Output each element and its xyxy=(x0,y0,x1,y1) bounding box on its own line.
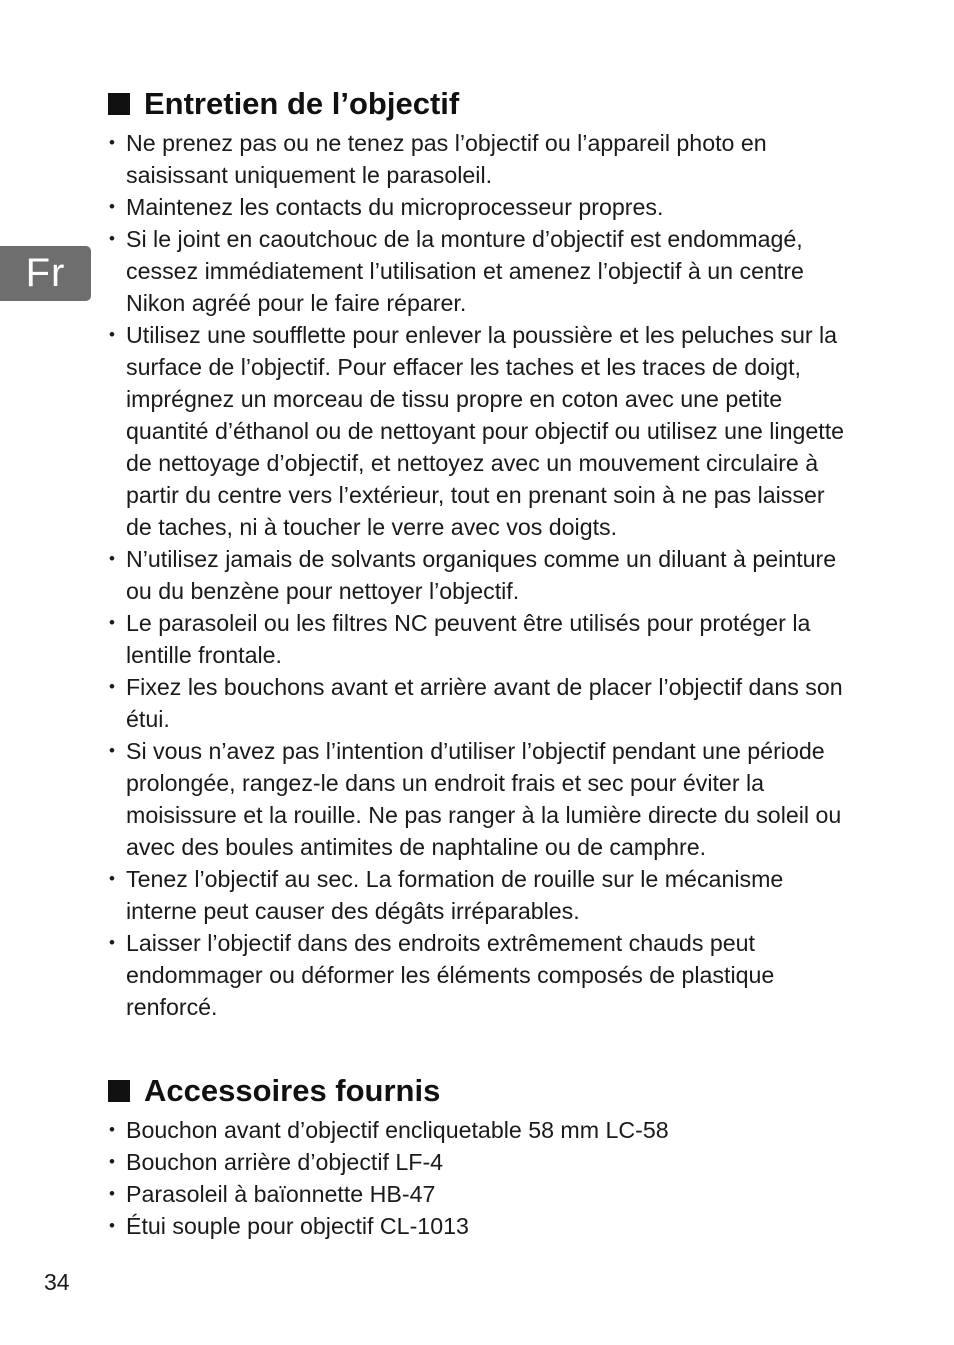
square-bullet-icon xyxy=(108,93,130,115)
lens-maintenance-section xyxy=(108,82,848,1023)
list-item: • Étui souple pour objectif CL-1013 xyxy=(108,1210,848,1242)
list-item: • Tenez l’objectif au sec. La formation de rouille sur le mécanisme interne peut causer des dégâts irréparables. xyxy=(108,863,848,927)
square-bullet-icon xyxy=(108,1080,130,1102)
accessories-list xyxy=(108,1114,848,1242)
list-item: • Bouchon avant d’objectif encliquetable 58 mm LC-58 xyxy=(108,1114,848,1146)
list-item: • Si le joint en caoutchouc de la monture d’objectif est endommagé, cessez immédiatement l’utilisation et amenez l’objectif à un centre Nikon agréé pour le faire réparer. xyxy=(108,223,848,319)
maintenance-list xyxy=(108,127,848,1023)
list-item: • Fixez les bouchons avant et arrière avant de placer l’objectif dans son étui. xyxy=(108,671,848,735)
list-item: • N’utilisez jamais de solvants organiques comme un diluant à peinture ou du benzène pour nettoyer l’objectif. xyxy=(108,543,848,607)
section-heading-maintenance xyxy=(108,82,848,126)
section-heading-accessories xyxy=(108,1069,848,1113)
heading-text: Entretien de l’objectif xyxy=(144,86,460,121)
list-item: • Ne prenez pas ou ne tenez pas l’objectif ou l’appareil photo en saisissant uniquement le parasoleil. xyxy=(108,127,848,191)
list-item: • Le parasoleil ou les filtres NC peuvent être utilisés pour protéger la lentille frontale. xyxy=(108,607,848,671)
supplied-accessories-section xyxy=(108,1069,848,1242)
list-item: • Utilisez une soufflette pour enlever la poussière et les peluches sur la surface de l’objectif. Pour effacer les taches et les traces de doigt, imprégnez un morceau de tissu propre en coton avec une petite quantité d’éthanol ou de nettoyant pour objectif ou utilisez une lingette de nettoyage d’objectif, et nettoyez avec un mouvement circulaire à partir du centre vers l’extérieur, tout en prenant soin à ne pas laisser de taches, ni à toucher le verre avec vos doigts. xyxy=(108,319,848,543)
list-item: • Parasoleil à baïonnette HB-47 xyxy=(108,1178,848,1210)
language-tab: Fr xyxy=(0,246,91,301)
page-number: 34 xyxy=(44,1269,70,1295)
list-item: • Si vous n’avez pas l’intention d’utiliser l’objectif pendant une période prolongée, rangez-le dans un endroit frais et sec pour éviter la moisissure et la rouille. Ne pas ranger à la lumière directe du soleil ou avec des boules antimites de naphtaline ou de camphre. xyxy=(108,735,848,863)
list-item: • Laisser l’objectif dans des endroits extrêmement chauds peut endommager ou déformer les éléments composés de plastique renforcé. xyxy=(108,927,848,1023)
list-item: • Maintenez les contacts du microprocesseur propres. xyxy=(108,191,848,223)
heading-text: Accessoires fournis xyxy=(144,1073,441,1108)
list-item: • Bouchon arrière d’objectif LF-4 xyxy=(108,1146,848,1178)
